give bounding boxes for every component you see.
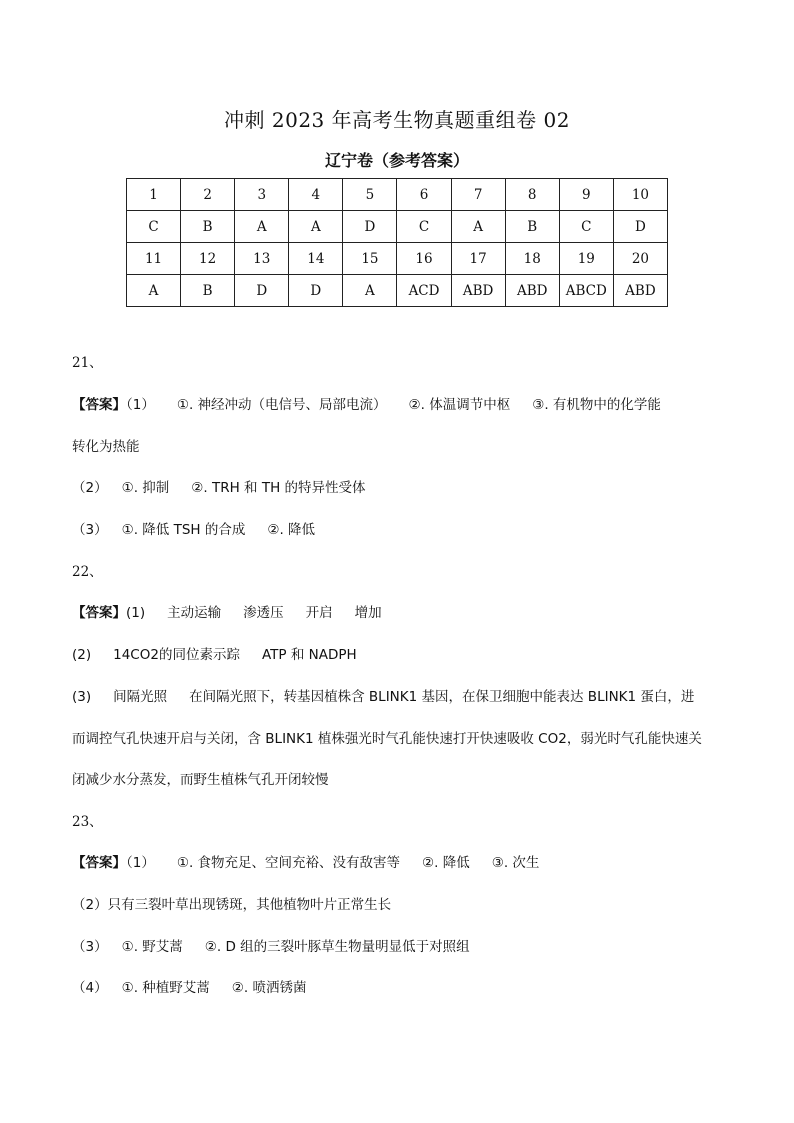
q23-number: 23、 xyxy=(72,814,103,830)
answer-item: ①. 食物充足、空间充裕、没有敌害等 xyxy=(176,855,401,871)
question-number-cell: 3 xyxy=(235,179,289,211)
answer-item: ②. 降低 xyxy=(267,522,316,538)
answer-item: 间隔光照 xyxy=(113,689,168,705)
question-number-cell: 14 xyxy=(289,243,343,275)
question-number-cell: 17 xyxy=(451,243,505,275)
answer-cell: ABCD xyxy=(559,275,613,307)
answer-item: 在间隔光照下，转基因植株含 BLINK1 基因，在保卫细胞中能表达 BLINK1 蛋白，进 xyxy=(189,689,695,705)
table-row xyxy=(127,211,668,243)
answer-item: ①. 神经冲动（电信号、局部电流） xyxy=(176,397,387,413)
question-number-cell: 2 xyxy=(181,179,235,211)
q22-part3 xyxy=(72,685,732,705)
part-number: （3） xyxy=(72,522,108,538)
q21-part2 xyxy=(72,476,732,496)
q21-part1 xyxy=(72,393,732,413)
answer-cell: D xyxy=(613,211,667,243)
answer-cell: A xyxy=(343,275,397,307)
answer-label: 【答案】 xyxy=(72,605,126,621)
part-number: (3) xyxy=(72,689,92,705)
answer-item: ATP 和 NADPH xyxy=(261,647,357,663)
q23-part4 xyxy=(72,976,732,996)
answer-label: 【答案】 xyxy=(72,855,126,871)
answer-item: 开启 xyxy=(305,605,333,621)
answer-item: ①. 种植野艾蒿 xyxy=(121,980,210,996)
q23-part2: （2）只有三裂叶草出现锈斑，其他植物叶片正常生长 xyxy=(72,897,392,913)
q22-part1 xyxy=(72,601,732,621)
question-number-cell: 8 xyxy=(505,179,559,211)
table-row xyxy=(127,275,668,307)
answer-cell: A xyxy=(235,211,289,243)
part-number: （2） xyxy=(72,480,108,496)
answer-item: ①. 降低 TSH 的合成 xyxy=(121,522,246,538)
part-number: （3） xyxy=(72,939,108,955)
answer-cell: C xyxy=(127,211,181,243)
question-number-cell: 5 xyxy=(343,179,397,211)
answer-cell: B xyxy=(181,211,235,243)
answer-cell: A xyxy=(451,211,505,243)
answer-item: ②. 喷洒锈菌 xyxy=(231,980,307,996)
question-number-cell: 12 xyxy=(181,243,235,275)
table-row xyxy=(127,179,668,211)
part-number: (1) xyxy=(126,605,146,621)
answer-cell: D xyxy=(235,275,289,307)
answer-table xyxy=(126,178,668,307)
part-number: （4） xyxy=(72,980,108,996)
q22-part3-line2: 而调控气孔快速开启与关闭，含 BLINK1 植株强光时气孔能快速打开快速吸收 CO2，弱光时气孔能快速关 xyxy=(72,731,702,747)
answer-label: 【答案】 xyxy=(72,397,126,413)
answer-item: 增加 xyxy=(354,605,382,621)
table-row xyxy=(127,243,668,275)
answer-cell: ABD xyxy=(613,275,667,307)
question-number-cell: 11 xyxy=(127,243,181,275)
question-number-cell: 1 xyxy=(127,179,181,211)
answer-item: ①. 抑制 xyxy=(121,480,170,496)
q22-part2 xyxy=(72,643,732,663)
answer-cell: C xyxy=(559,211,613,243)
answer-cell: ABD xyxy=(451,275,505,307)
question-number-cell: 9 xyxy=(559,179,613,211)
page-title: 冲刺 2023 年高考生物真题重组卷 02 xyxy=(224,108,570,132)
question-number-cell: 16 xyxy=(397,243,451,275)
question-number-cell: 4 xyxy=(289,179,343,211)
q21-part1-continued: 转化为热能 xyxy=(72,439,140,455)
answer-item: ②. 体温调节中枢 xyxy=(408,397,511,413)
answer-table-body xyxy=(127,179,668,307)
question-number-cell: 7 xyxy=(451,179,505,211)
answer-cell: B xyxy=(181,275,235,307)
question-number-cell: 20 xyxy=(613,243,667,275)
answer-item: 主动运输 xyxy=(167,605,222,621)
answer-cell: D xyxy=(289,275,343,307)
q21-part3 xyxy=(72,518,732,538)
q23-part3 xyxy=(72,935,732,955)
question-number-cell: 19 xyxy=(559,243,613,275)
answer-item: ②. 降低 xyxy=(422,855,470,871)
question-number-cell: 6 xyxy=(397,179,451,211)
answer-cell: B xyxy=(505,211,559,243)
answer-item: 渗透压 xyxy=(243,605,284,621)
q23-part1 xyxy=(72,851,732,871)
q22-part3-line3: 闭减少水分蒸发，而野生植株气孔开闭较慢 xyxy=(72,772,329,788)
answer-item: 14CO2的同位素示踪 xyxy=(113,647,240,663)
answer-cell: A xyxy=(289,211,343,243)
answer-cell: ABD xyxy=(505,275,559,307)
page-subtitle: 辽宁卷（参考答案） xyxy=(324,151,469,170)
answer-cell: D xyxy=(343,211,397,243)
question-number-cell: 10 xyxy=(613,179,667,211)
question-number-cell: 15 xyxy=(343,243,397,275)
part-number: (2) xyxy=(72,647,92,663)
answer-cell: C xyxy=(397,211,451,243)
part-number: （1） xyxy=(126,397,155,413)
answer-item: ③. 次生 xyxy=(491,855,540,871)
answer-item: ②. D 组的三裂叶豚草生物量明显低于对照组 xyxy=(204,939,470,955)
question-number-cell: 18 xyxy=(505,243,559,275)
part-number: （1） xyxy=(126,855,155,871)
answer-cell: ACD xyxy=(397,275,451,307)
answer-item: ②. TRH 和 TH 的特异性受体 xyxy=(191,480,366,496)
q21-number: 21、 xyxy=(72,355,103,371)
answer-item: ③. 有机物中的化学能 xyxy=(532,397,661,413)
answer-cell: A xyxy=(127,275,181,307)
answer-item: ①. 野艾蒿 xyxy=(121,939,183,955)
q22-number: 22、 xyxy=(72,564,103,580)
question-number-cell: 13 xyxy=(235,243,289,275)
